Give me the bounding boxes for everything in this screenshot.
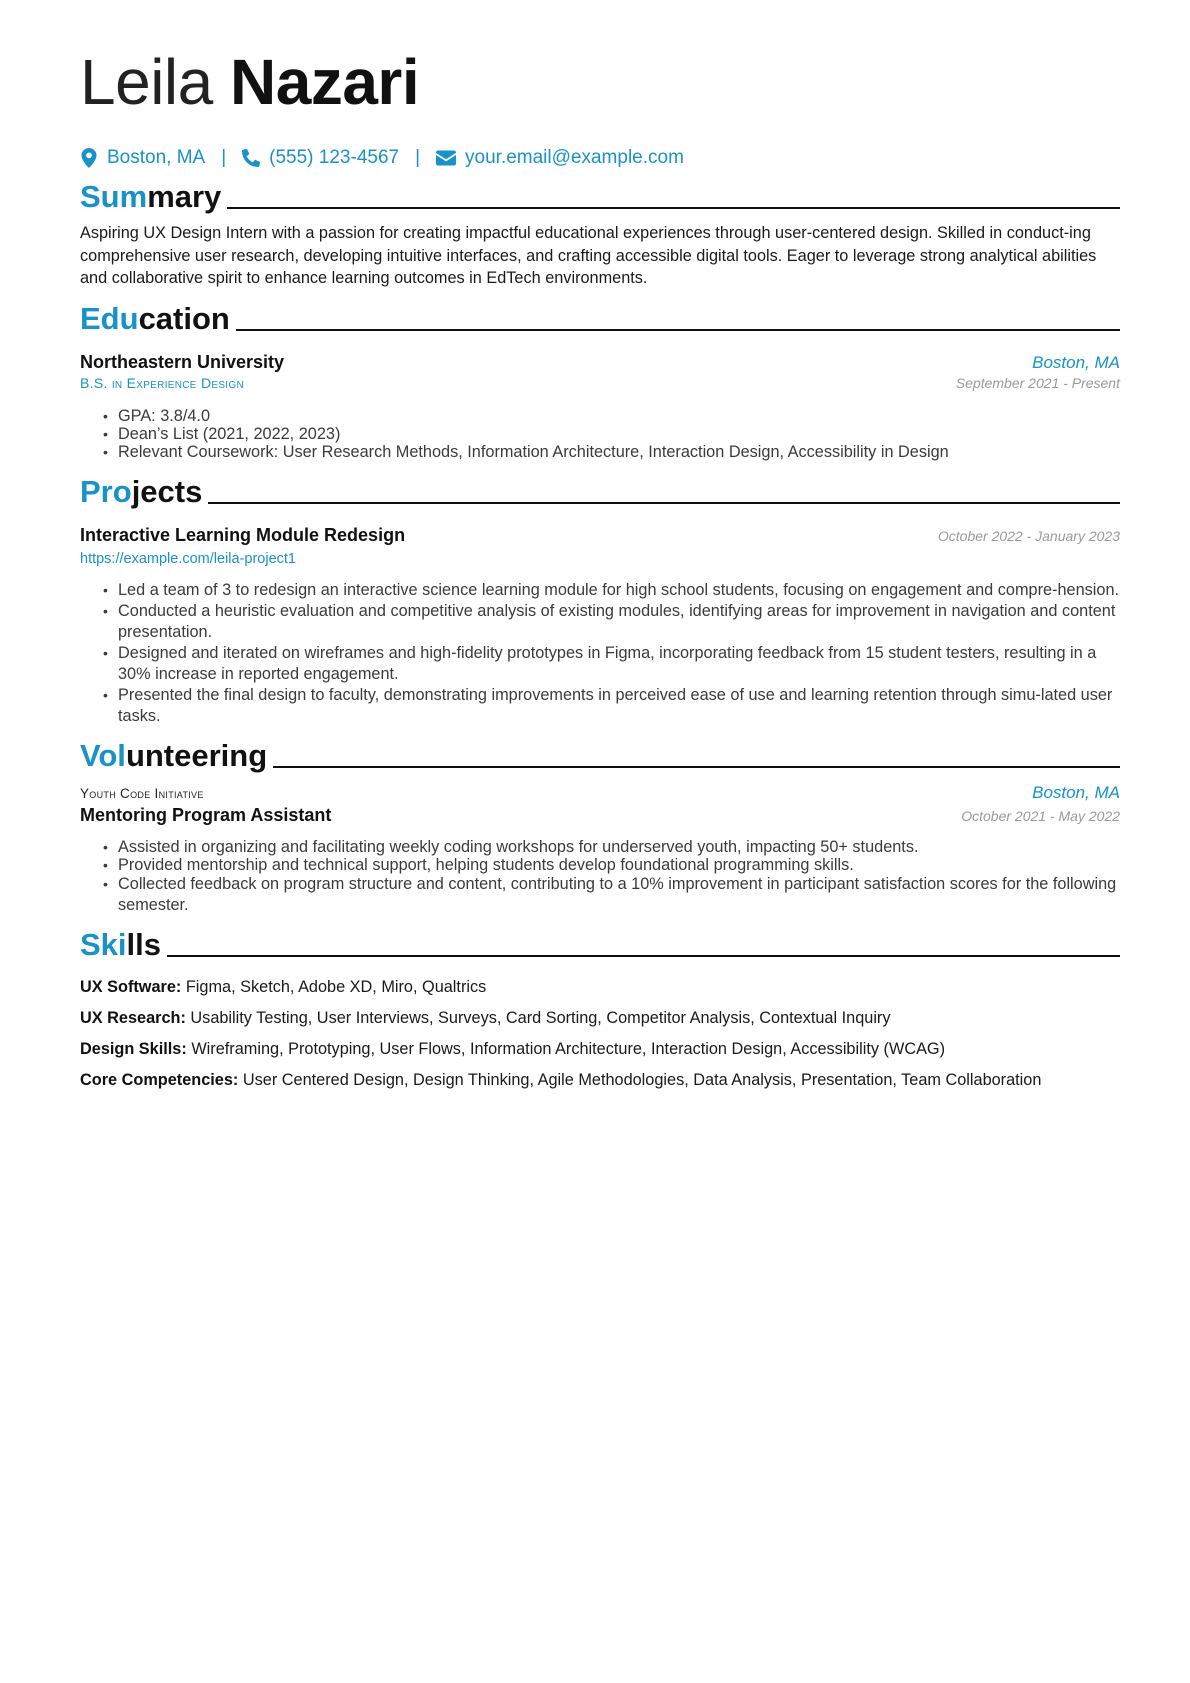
envelope-icon [436,150,456,166]
project-entry [80,525,1120,727]
skill-line: Design Skills: Wireframing, Prototyping, User Flows, Information Architecture, Interaction Design, Accessibility (WCAG) [80,1039,946,1058]
volunteering-heading [80,737,1120,775]
volunteer-role: Mentoring Program Assistant [80,804,332,825]
summary-heading [80,178,1120,216]
list-item: • Relevant Coursework: User Research Methods, Information Architecture, Interaction Design, Accessibility in Design [80,443,1120,461]
project-dates: October 2022 - January 2023 [937,527,1120,544]
project-bullets [80,580,1120,727]
list-item: • Conducted a heuristic evaluation and competitive analysis of existing modules, identifying areas for improvement in navigation and content presentation. [80,601,1120,643]
section-rule [273,766,1120,768]
summary-text: Aspiring UX Design Intern with a passion for creating impactful educational experiences through user-centered design. Skilled in conduct-ing comprehensive user research, developing intuitive interfaces, and crafting accessible digital tools. Eager to leverage strong analytical abilities and collaborative spirit to enhance learning outcomes in EdTech environments. [80,224,1097,287]
section-rule [227,207,1120,209]
volunteer-dates: October 2021 - May 2022 [961,807,1120,824]
projects-heading [80,473,1120,511]
list-item: • Assisted in organizing and facilitating weekly coding workshops for underserved youth, impacting 50+ students. [80,838,1120,856]
list-item: • Dean’s List (2021, 2022, 2023) [80,425,1120,443]
education-entry [80,352,1120,461]
section-title: Projects [80,473,203,509]
email-link[interactable]: your.email@example.com [465,147,684,168]
resume-page [80,40,1120,1100]
contact-separator: | [221,147,227,168]
section-title: Volunteering [80,737,268,773]
school-location: Boston, MA [1032,352,1120,372]
section-title: Education [80,300,230,336]
phone-text: (555) 123-4567 [269,147,400,168]
location-text: Boston, MA [107,147,206,168]
contact-separator: | [415,147,421,168]
education-heading [80,300,1120,338]
education-bullets [80,407,1120,461]
contact-email[interactable] [436,147,684,169]
skills-list [80,976,1120,1100]
list-item: • Provided mentorship and technical support, helping students develop foundational programming skills. [80,856,1120,874]
skill-line: UX Software: Figma, Sketch, Adobe XD, Miro, Qualtrics [80,977,487,996]
contact-location [80,147,205,169]
contact-phone[interactable] [242,147,399,169]
skill-line: Core Competencies: User Centered Design, Design Thinking, Agile Methodologies, Data Analysis, Presentation, Team Collaboration [80,1070,1042,1089]
list-item: • GPA: 3.8/4.0 [80,407,1120,425]
project-name: Interactive Learning Module Redesign [80,524,406,545]
list-item: • Collected feedback on program structure and content, contributing to a 10% improvement in participant satisfaction scores for the following semester. [80,874,1120,916]
list-item: • Presented the final design to faculty, demonstrating improvements in perceived ease of use and learning retention through simu-lated user tasks. [80,685,1120,727]
map-pin-icon [80,148,98,168]
volunteering-entry [80,783,1120,916]
resume-name [80,40,1120,124]
section-rule [208,502,1120,504]
skill-line: UX Research: Usability Testing, User Interviews, Surveys, Card Sorting, Competitor Analysis, Contextual Inquiry [80,1008,891,1027]
section-rule [236,329,1120,331]
first-name: Leila [80,46,213,118]
education-dates: September 2021 - Present [955,374,1120,391]
project-link[interactable]: https://example.com/leila-project1 [80,550,296,567]
phone-icon [242,148,260,168]
list-item: • Designed and iterated on wireframes and high-fidelity prototypes in Figma, incorporating feedback from 15 student testers, resulting in a 30% increase in reported engagement. [80,643,1120,685]
skills-heading [80,926,1120,964]
volunteer-bullets [80,838,1120,916]
section-title: Skills [80,926,161,962]
school-name: Northeastern University [80,351,285,372]
degree: B.S. in Experience Design [80,374,244,391]
contact-bar [80,144,1120,172]
volunteer-organization: Youth Code Initiative [80,785,204,801]
list-item: • Led a team of 3 to redesign an interactive science learning module for high school students, focusing on engagement and compre-hension. [80,580,1120,601]
section-title: Summary [80,179,222,214]
last-name: Nazari [230,46,420,118]
volunteer-location: Boston, MA [1032,782,1120,802]
section-rule [167,955,1120,957]
